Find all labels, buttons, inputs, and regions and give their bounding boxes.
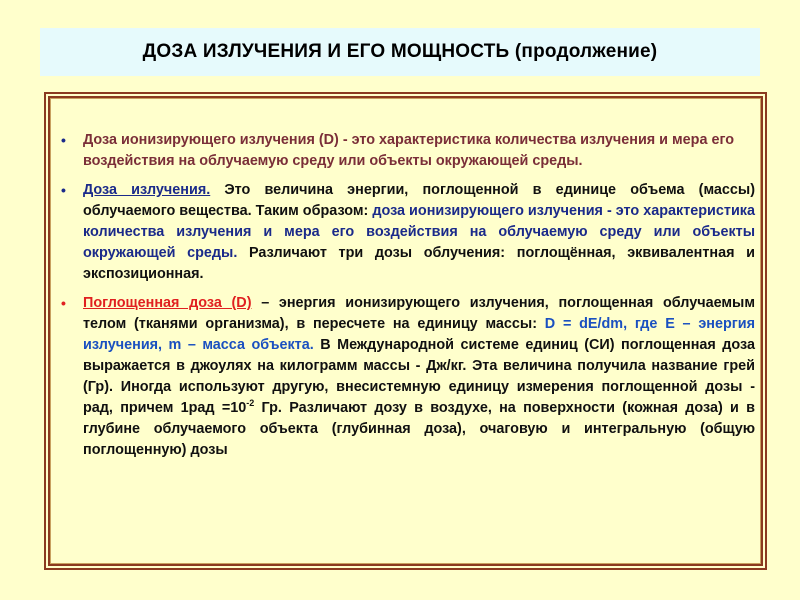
highlight-definition: доза ионизирующего излучения - это характеристика количества излучения и мера его воздействия на облучаемую среду или объекты окружающей среды.	[83, 203, 756, 261]
term-absorbed-dose: Поглощенная доза (D)	[83, 295, 252, 311]
formula-text: D = dE/dm, где Е – энергия излучения, m – масса объекта.	[83, 316, 755, 353]
bullet-text-part: В Международной системе единиц (СИ) поглощенная доза выражается в джоулях на килограмм массы - Дж/кг. Эта величина получила название грей (Гр). Иногда используют другую, внесистемную единицу измерения поглощенной дозы - рад, причем 1рад =10	[83, 337, 755, 416]
bullet-radiation-dose	[55, 180, 755, 285]
exponent: -2	[246, 398, 255, 409]
bullet-marker: •	[61, 295, 66, 311]
bullet-marker: •	[61, 182, 66, 198]
bullet-text-part: – энергия ионизирующего излучения, поглощенная облучаемым телом (тканями организма), в пересчете на единицу массы:	[83, 295, 755, 332]
bullet-dose-definition	[55, 130, 755, 172]
title-banner	[40, 28, 760, 76]
term-radiation-dose: Доза излучения.	[83, 182, 211, 198]
bullet-absorbed-dose	[55, 293, 755, 461]
bullet-text-part: Различают три дозы облучения: поглощённая, эквивалентная и экспозиционная.	[83, 245, 756, 282]
bullet-list	[55, 130, 755, 469]
bullet-text-part: Это величина энергии, поглощенной в единице объема (массы) облучаемого вещества. Таким образом:	[83, 182, 755, 219]
bullet-text-part: Гр. Различают дозу в воздухе, на поверхности (кожная доза) и в глубине облучаемого объекта (глубинная доза), очаговую и интегральную (общую поглощенную) дозы	[83, 400, 755, 458]
bullet-marker: •	[61, 132, 66, 148]
bullet-text: Доза ионизирующего излучения (D) - это характеристика количества излучения и мера его воздействия на облучаемую среду или объекты окружающей среды.	[83, 132, 735, 169]
page-title: ДОЗА ИЗЛУЧЕНИЯ И ЕГО МОЩНОСТЬ (продолжение)	[142, 41, 658, 62]
